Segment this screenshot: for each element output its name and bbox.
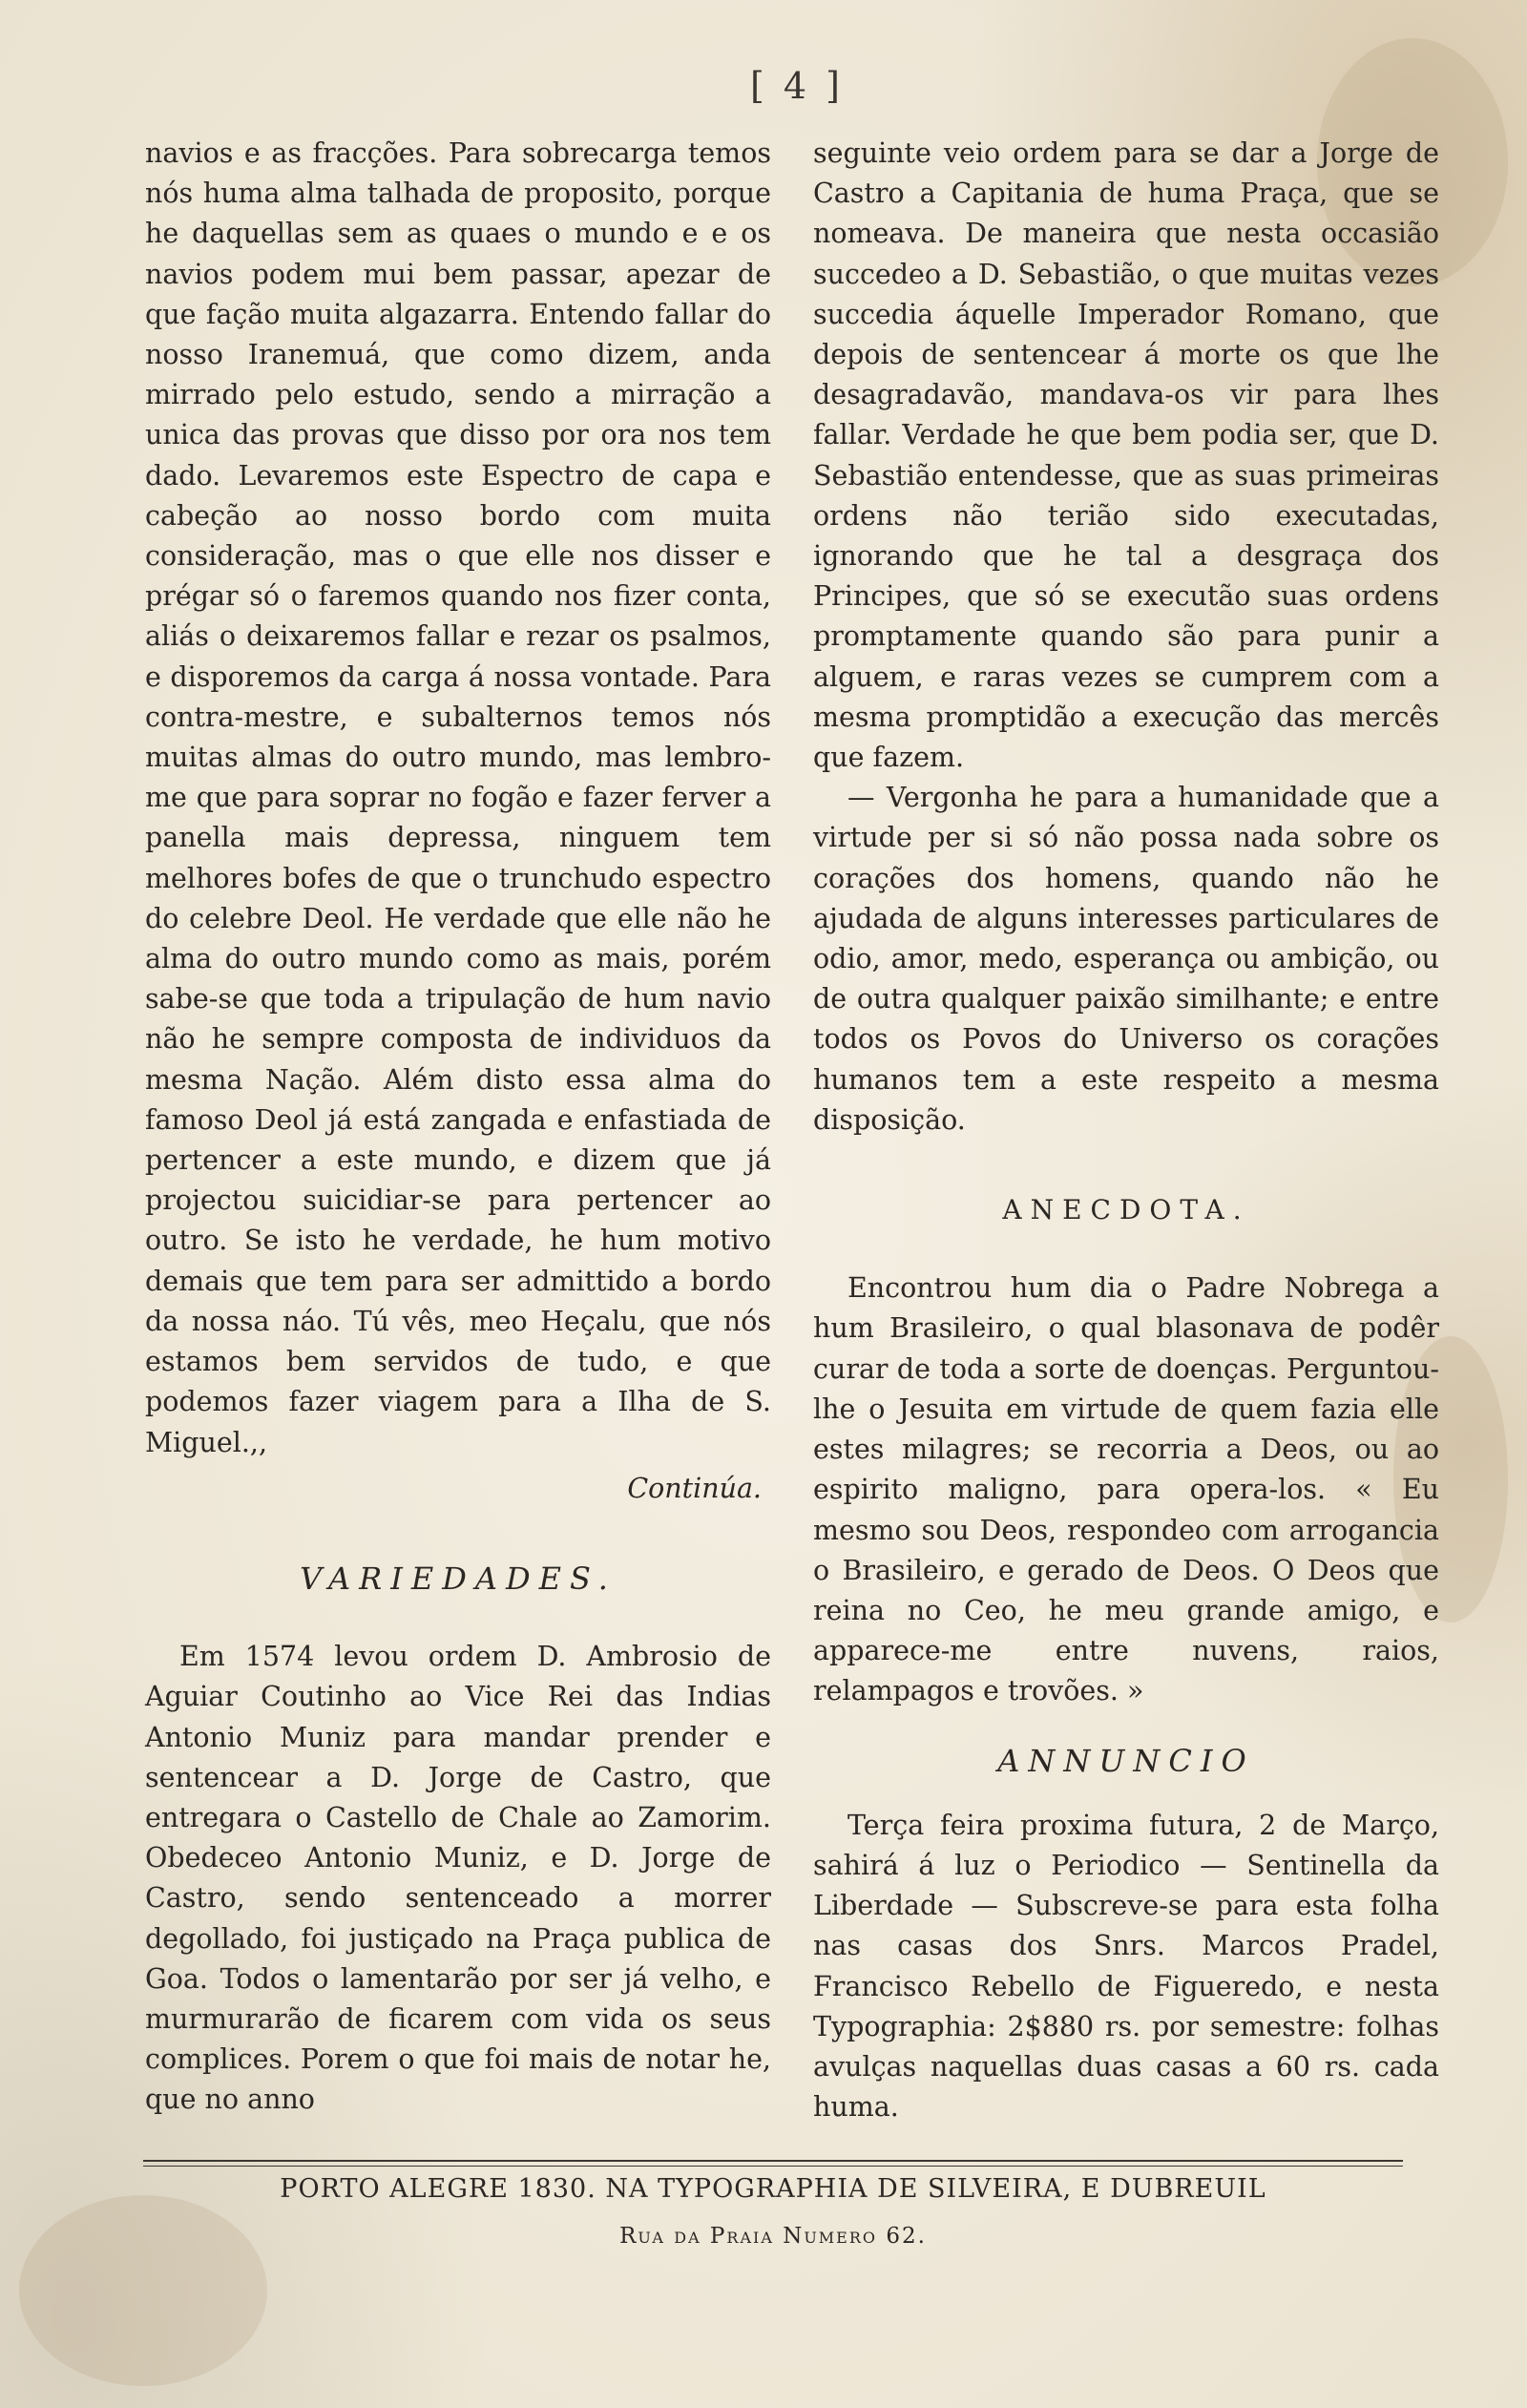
section-heading-anecdota: ANECDOTA. <box>1002 1194 1250 1226</box>
continua-note: Continúa. <box>627 1472 762 1504</box>
left-column <box>145 134 771 2121</box>
footer-rule <box>143 2160 1403 2162</box>
section-heading-annuncio: ANNUNCIO <box>997 1742 1255 1779</box>
variedades-continuation-2: — Vergonha he para a humanidade que a virtude per si só não possa nada sobre os corações dos homens, quando não he ajudada de alguns interesses particulares de odio, amor, medo, esperança ou ambição, ou de outra qualquer paixão similhante; e entre todos os Povos do Universo os corações humanos tem a este respeito a mesma disposição. <box>813 782 1439 1136</box>
section-heading-variedades: VARIEDADES. <box>300 1560 617 1597</box>
variedades-continuation: seguinte veio ordem para se dar a Jorge de Castro a Capitania de huma Praça, que se nomeava. De maneira que nesta occasião succedeo a D. Sebastião, o que muitas vezes succedia áquelle Imperador Romano, que depois de sentencear á morte os que lhe desagradavão, mandava-os vir para lhes fallar. Verdade he que bem podia ser, que D. Sebastião entendesse, que as suas primeiras ordens não terião sido executadas, ignorando que he tal a desgraça dos Principes, que só se executão suas ordens promptamente quando são para punir a alguem, e raras vezes se cumprem com a mesma promptidão a execução das mercês que fazem. <box>813 137 1439 774</box>
page-number: [ 4 ] <box>750 65 844 107</box>
printer-address: Rua da Praia Numero 62. <box>619 2224 927 2249</box>
imprint-line: PORTO ALEGRE 1830. NA TYPOGRAPHIA DE SILVEIRA, E DUBREUIL <box>280 2174 1266 2204</box>
footer-rule-thin <box>143 2166 1403 2167</box>
variedades-paragraph: Em 1574 levou ordem D. Ambrosio de Aguiar Coutinho ao Vice Rei das Indias Antonio Muniz para mandar prender e sentencear a D. Jorge de Castro, que entregara o Castello de Chale ao Zamorim. Obedeceo Antonio Muniz, e D. Jorge de Castro, sendo sentenceado a morrer degollado, foi justiçado na Praça publica de Goa. Todos o lamentarão por ser já velho, e murmurarão de ficarem com vida os seus complices. Porem o que foi mais de notar he, que no anno <box>145 1641 771 2116</box>
anecdota-paragraph: Encontrou hum dia o Padre Nobrega a hum Brasileiro, o qual blasonava de podêr curar de toda a sorte de doenças. Perguntou-lhe o Jesuita em virtude de quem fazia elle estes milagres; se recorria a Deos, ou ao espirito maligno, para opera-los. « Eu mesmo sou Deos, respondeo com arrogancia o Brasileiro, e gerado de Deos. O Deos que reina no Ceo, he meu grande amigo, e apparece-me entre nuvens, raios, relampagos e trovões. » <box>813 1272 1439 1707</box>
article-paragraph: navios e as fracções. Para sobrecarga temos nós huma alma talhada de proposito, porque he daquellas sem as quaes o mundo e e os navios podem mui bem passar, apezar de que fação muita algazarra. Entendo fallar do nosso Iranemuá, que como dizem, anda mirrado pelo estudo, sendo a mirração a unica das provas que disso por ora nos tem dado. Levaremos este Espectro de capa e cabeção ao nosso bordo com muita consideração, mas o que elle nos disser e prégar só o faremos quando nos fizer conta, aliás o deixaremos fallar e rezar os psalmos, e disporemos da carga á nossa vontade. Para contra-mestre, e subalternos temos nós muitas almas do outro mundo, mas lembro-me que para soprar no fogão e fazer ferver a panella mais depressa, ninguem tem melhores bofes de que o trunchudo espectro do celebre Deol. He verdade que elle não he alma do outro mundo como as mais, porém sabe-se que toda a tripulação de hum navio não he sempre composta de individuos da mesma Nação. Além disto essa alma do famoso Deol já está zangada e enfastiada de pertencer a este mundo, e dizem que já projectou suicidiar-se para pertencer ao outro. Se isto he verdade, he hum motivo demais que tem para ser admittido a bordo da nossa náo. Tú vês, meo Heçalu, que nós estamos bem servidos de tudo, e que podemos fazer viagem para a Ilha de S. Miguel.,, <box>145 137 771 1458</box>
annuncio-paragraph: Terça feira proxima futura, 2 de Março, sahirá á luz o Periodico — Sentinella da Liberdade — Subscreve-se para esta folha nas casas dos Snrs. Marcos Pradel, Francisco Rebello de Figueredo, e nesta Typographia: 2$880 rs. por semestre: folhas avulças naquellas duas casas a 60 rs. cada huma. <box>813 1809 1439 2124</box>
right-column <box>813 134 1439 2127</box>
